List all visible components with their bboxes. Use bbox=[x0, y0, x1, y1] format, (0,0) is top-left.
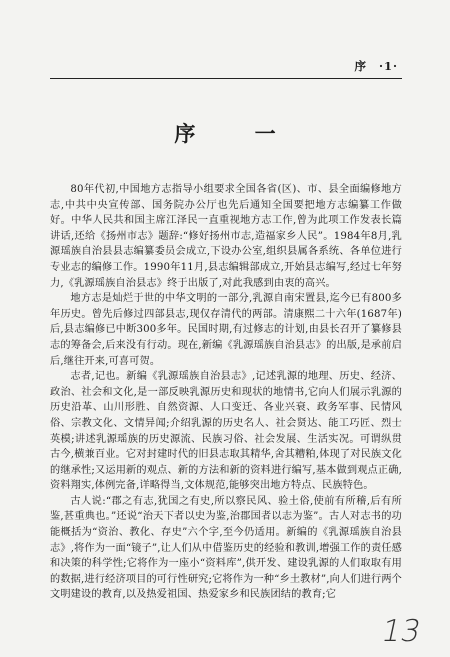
page-title: 序 一 bbox=[174, 121, 302, 146]
header-rule bbox=[50, 78, 402, 79]
running-header bbox=[354, 58, 398, 74]
page-number: ·1· bbox=[378, 59, 398, 73]
running-title: 序 bbox=[354, 59, 367, 73]
paragraph-2: 地方志是灿烂于世的中华文明的一部分,乳源自南宋置县,迄今已有800多年历史。曾先后修过四部县志,现仅存清代的两部。清康熙二十六年(1687年)后,县志编修已中断300多年。民国时期,有过修志的计划,由县长召开了纂修县志的筹备会,后来没有行动。现在,新编《乳源瑶族自治县志》的出版,是承前启后,继往开来,可喜可贺。 bbox=[50, 293, 402, 367]
handwritten-page-mark: 13 bbox=[378, 614, 424, 649]
paragraph-3: 志者,记也。新编《乳源瑶族自治县志》,记述乳源的地理、历史、经济、政治、社会和文化,是一部反映乳源历史和现状的地情书,它向人们展示乳源的历史沿革、山川形胜、自然资源、人口变迁、各业兴衰、政务军事、民情风俗、宗教文化、文情异闻;介绍乳源的历史名人、社会贤达、能工巧匠、烈士英模;讲述乳源瑶族的历史源流、民族习俗、社会发展、生活实况。可谓纵贯古今,横兼百业。它对封建时代的旧县志取其精华,舍其糟粕,体现了对民族文化的继承性;又运用新的观点、新的方法和新的资料进行编写,基本做到观点正确,资料翔实,体例完备,详略得当,文体规范,能够突出地方特点、民族特色。 bbox=[50, 371, 402, 492]
paragraph-4: 古人说:“郡之有志,犹国之有史,所以察民风、验土俗,使前有所稽,后有所鉴,甚重典也。”还说“治天下者以史为鉴,治郡国者以志为鉴”。古人对志书的功能概括为“资治、教化、存史”六个字,至今仍适用。新编的《乳源瑶族自治县志》,将作为一面“镜子”,让人们从中借鉴历史的经验和教训,增强工作的责任感和决策的科学性;它将作为一座小“资料库”,供开发、建设乳源的人们取取有用的数据,进行经济项目的可行性研究;它将作为一种“乡土教材”,向人们进行两个文明建设的教育,以及热爱祖国、热爱家乡和民族团结的教育;它 bbox=[50, 495, 402, 601]
body-text bbox=[50, 182, 402, 603]
paragraph-1: 80年代初,中国地方志指导小组要求全国各省(区)、市、县全面编修地方志,中共中央宣传部、国务院办公厅也先后通知全国要把地方志编纂工作做好。中华人民共和国主席江泽民一直重视地方志工作,曾为此项工作发表长篇讲话,还给《扬州市志》题辞:“修好扬州市志,造福家乡人民”。1984年8月,乳源瑶族自治县县志编纂委员会成立,下设办公室,组织县属各系统、各单位进行专业志的编修工作。1990年11月,县志编辑部成立,开始县志编写,经过七年努力,《乳源瑶族自治县志》终于出版了,对此我感到由衷的高兴。 bbox=[50, 184, 402, 289]
